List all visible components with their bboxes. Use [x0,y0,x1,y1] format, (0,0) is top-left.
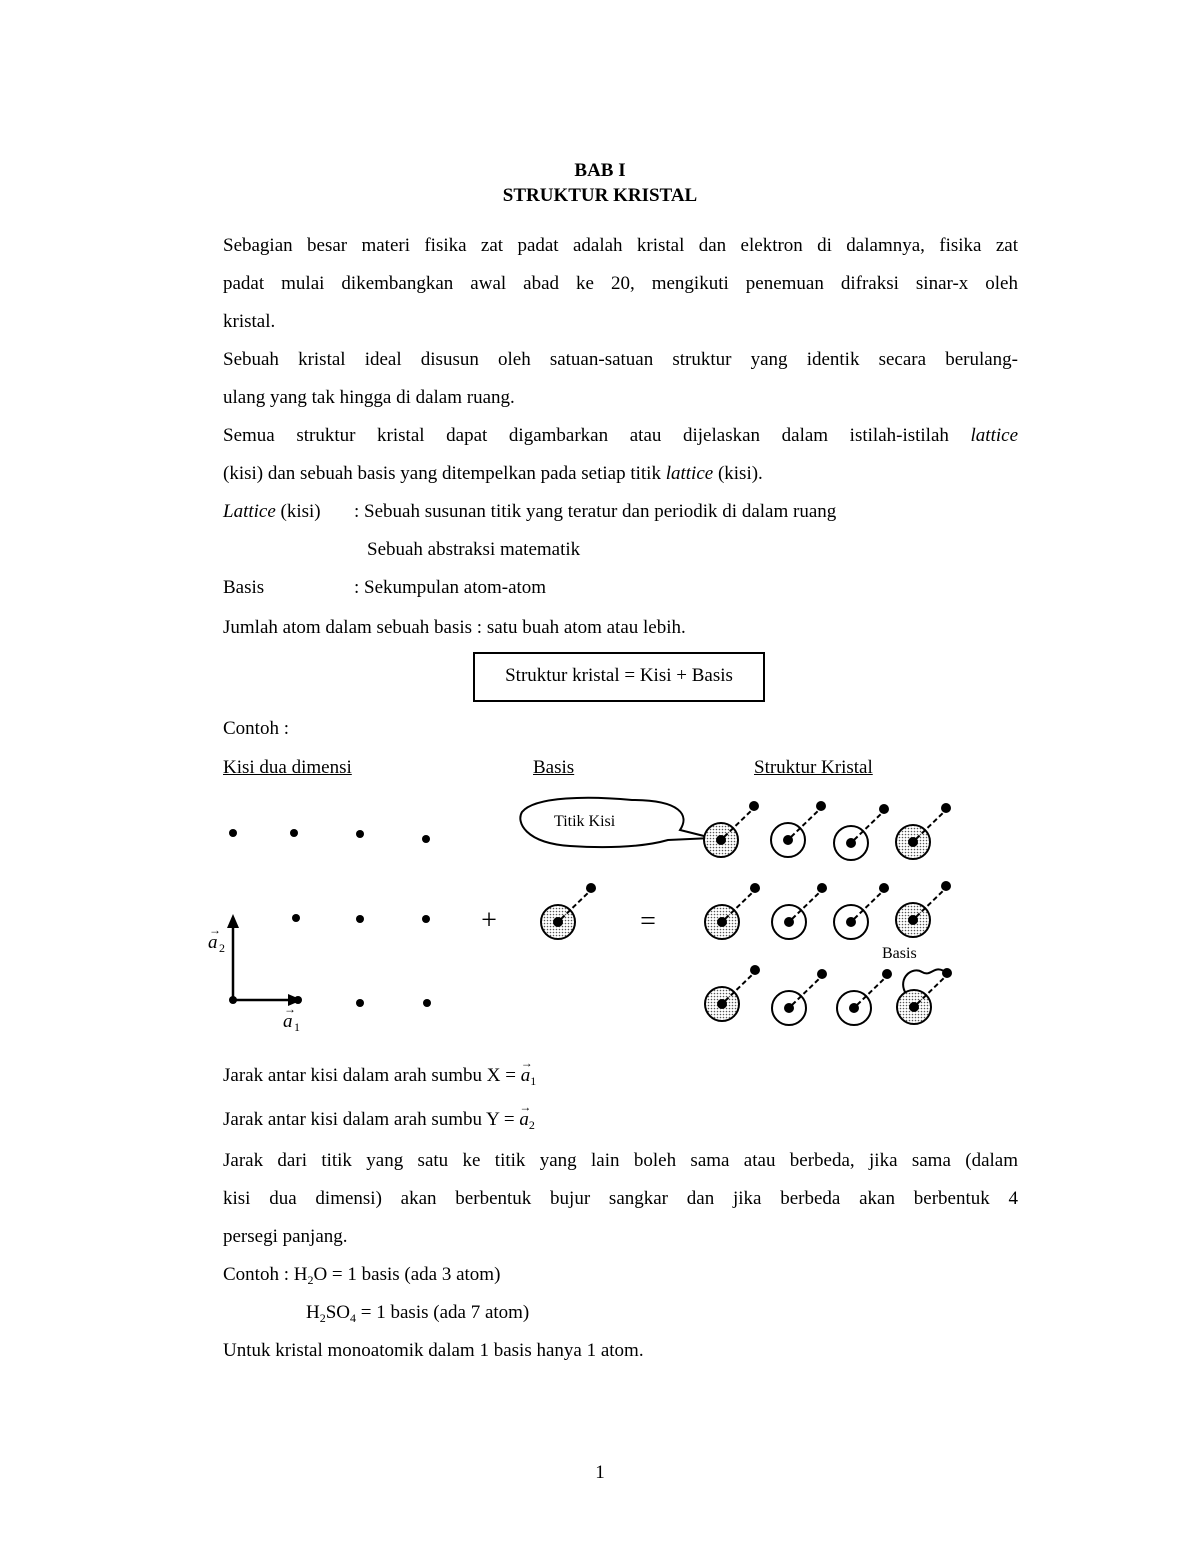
crystal-motif [705,965,760,1021]
column-heading-crystal: Struktur Kristal [754,757,873,778]
vector-a2-arrow: → [209,923,221,937]
lattice-point [422,835,430,843]
example-label: Contoh : [223,718,289,739]
crystal-motif [772,883,827,939]
basis-motif [541,883,596,939]
italic-term: lattice [665,463,714,484]
chapter-title: STRUKTUR KRISTAL [502,185,698,206]
formula-box: Struktur kristal = Kisi + Basis [473,652,765,702]
callout-label: Titik Kisi [554,813,616,830]
vector-a2-sub: 2 [219,941,225,955]
subscript: 1 [530,1074,537,1088]
example-h2so4 [306,1294,529,1332]
lattice-point [290,829,298,837]
text-span: = 1 basis (ada 7 atom) [356,1302,530,1323]
subscript: 2 [528,1118,535,1132]
lattice-point [292,914,300,922]
vector-a1-arrow: → [284,1002,296,1016]
lattice-point [356,999,364,1007]
text-span: O = 1 basis (ada 3 atom) [313,1264,501,1285]
chapter-label: BAB I [574,160,626,181]
crystal-structure [704,801,952,1025]
y-spacing-line [223,1101,1018,1139]
crystal-motif [834,883,889,939]
crystal-motif [896,803,951,859]
crystal-motif [772,969,827,1025]
lattice-point-callout [520,798,712,847]
crystal-motif [771,801,826,857]
subscript: 2 [307,1273,314,1287]
lattice-point [229,829,237,837]
text-span: Jarak antar kisi dalam arah sumbu X = [223,1065,521,1086]
column-heading-basis: Basis [533,757,575,778]
text-span: Contoh : H [223,1264,308,1285]
crystal-motif [834,804,889,860]
vector-a1-sub: 1 [294,1020,300,1034]
example-h2o [223,1256,1018,1294]
lattice-point [422,915,430,923]
column-heading-lattice: Kisi dua dimensi [223,757,352,778]
lattice-point [423,999,431,1007]
italic-term: lattice [970,425,1019,446]
text-span: Jarak antar kisi dalam arah sumbu Y = [223,1109,520,1130]
atom-count-line: Jumlah atom dalam sebuah basis : satu buah atom atau lebih. [223,617,686,638]
crystal-motif [896,881,951,937]
vector-a2: → a [519,1101,529,1139]
crystal-motif [837,969,892,1025]
text-span: (kisi). [717,463,763,484]
paragraph-line: ulang yang tak hingga di dalam ruang. [223,387,515,408]
lattice-vectors [227,914,302,1006]
lattice-definition-1: : Sebuah susunan titik yang teratur dan periodik di dalam ruang [354,501,837,522]
paragraph-line: kristal. [223,311,276,332]
monoatomic-line: Untuk kristal monoatomik dalam 1 basis hanya 1 atom. [223,1340,644,1361]
lattice-point [356,830,364,838]
text-span: H [306,1302,320,1323]
lattice-points [229,829,431,1007]
subscript: 2 [319,1311,326,1325]
lattice-definition-2: Sebuah abstraksi matematik [367,539,581,560]
paragraph-line: Sebagian besar materi fisika zat padat adalah kristal dan elektron di dalamnya, fisika zat [223,235,1018,256]
text-span: (kisi) [280,501,321,522]
equals-sign: = [640,906,656,937]
text-span: SO [325,1302,351,1323]
crystal-motif [705,883,760,939]
lattice-point [356,915,364,923]
vector-a1-label: a [283,1011,293,1032]
basis-definition: : Sekumpulan atom-atom [354,577,547,598]
text-span: Semua struktur kristal dapat digambarkan atau dijelaskan dalam istilah-istilah [223,425,949,446]
vector-a2-label: a [208,932,218,953]
basis-annotation: Basis [882,945,917,962]
plus-sign: + [481,905,497,936]
vector-a1: → a [521,1057,531,1095]
text-span: (kisi) dan sebuah basis yang ditempelkan pada setiap titik [223,463,661,484]
page-number: 1 [595,1462,605,1483]
crystal-motif [704,801,759,857]
italic-term: Lattice [223,501,276,522]
x-spacing-line [223,1057,1018,1095]
paragraph-line: persegi panjang. [223,1226,348,1247]
paragraph-line: Sebuah kristal ideal disusun oleh satuan-satuan struktur yang identik secara berulang- [223,349,1018,370]
paragraph-line: Jarak dari titik yang satu ke titik yang lain boleh sama atau berbeda, jika sama (dalam [223,1150,1018,1171]
paragraph-line: kisi dua dimensi) akan berbentuk bujur sangkar dan jika berbeda akan berbentuk 4 [223,1188,1018,1209]
paragraph-line: padat mulai dikembangkan awal abad ke 20, mengikuti penemuan difraksi sinar-x oleh [223,273,1018,294]
basis-term: Basis [223,577,265,598]
subscript: 4 [350,1311,357,1325]
